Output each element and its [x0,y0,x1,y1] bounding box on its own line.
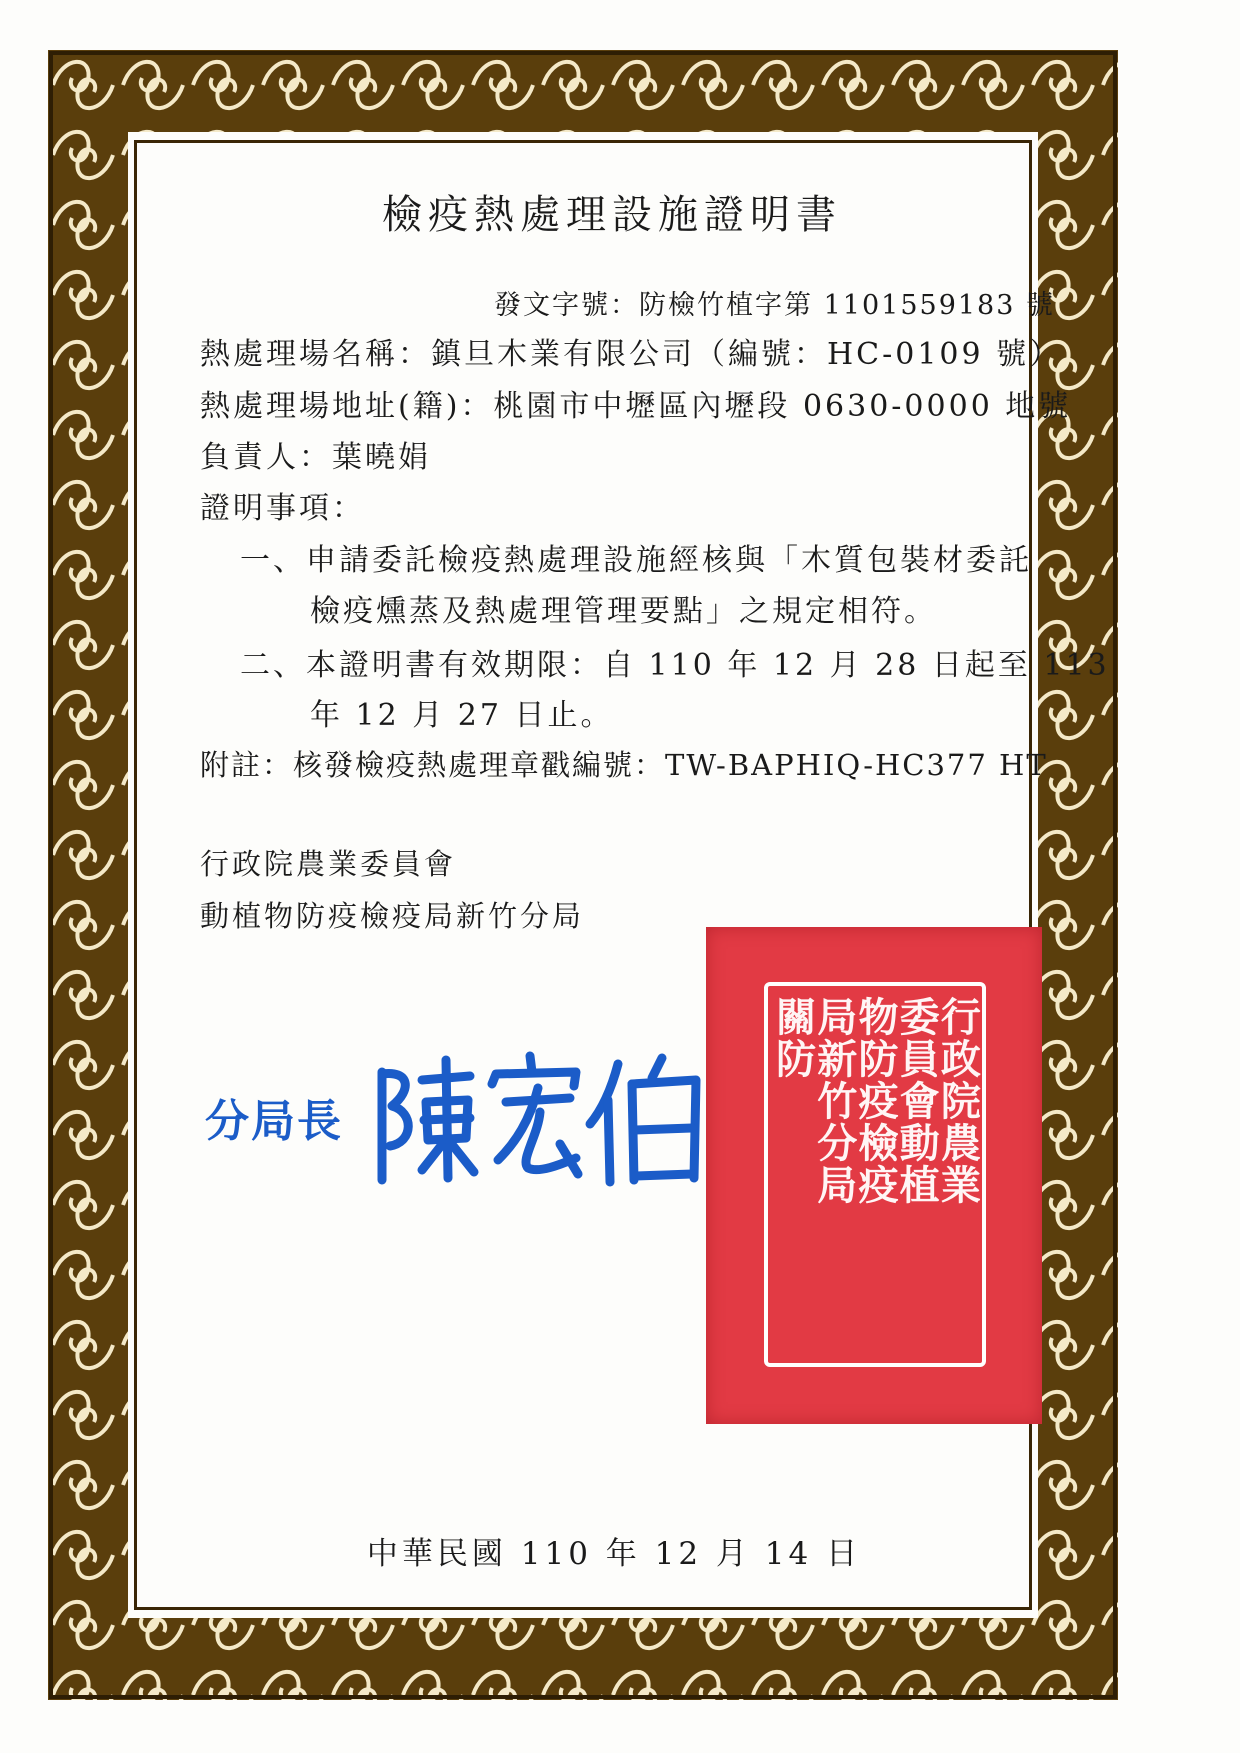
signature-image [370,1050,710,1190]
official-seal [706,927,1042,1424]
document-number: 發文字號：防檢竹植字第 1101559183 號 [494,290,1055,321]
agency-name-line-2: 動植物防疫檢疫局新竹分局 [200,899,585,933]
responsible-person: 負責人：葉曉娟 [200,440,431,475]
item-2-line-1: 二、本證明書有效期限：自 110 年 12 月 28 日起至 113 [240,648,1110,683]
agency-name-line-1: 行政院農業委員會 [200,847,457,881]
issue-date: 中華民國 110 年 12 月 14 日 [366,1536,862,1572]
certificate-title: 檢疫熱處理設施證明書 [382,192,842,238]
items-heading: 證明事項： [200,491,365,526]
facility-address: 熱處理場地址(籍)：桃園市中壢區內壢段 0630-0000 地號 [200,389,1072,424]
seal-frame: 行政院農業 委員會動植 物防疫檢疫 局新竹分局 關防 [764,982,986,1367]
item-1-line-1: 一、申請委託檢疫熱處理設施經核與「木質包裝材委託 [240,543,1032,578]
facility-name: 熱處理場名稱：鎮旦木業有限公司（編號：HC-0109 號） [200,337,1063,372]
item-1-line-2: 檢疫燻蒸及熱處理管理要點」之規定相符。 [310,594,937,629]
signer-title: 分局長 [205,1096,343,1147]
stamp-number-note: 附註：核發檢疫熱處理章戳編號：TW-BAPHIQ-HC377 HT [200,748,1048,782]
item-2-line-2: 年 12 月 27 日止。 [310,698,614,733]
